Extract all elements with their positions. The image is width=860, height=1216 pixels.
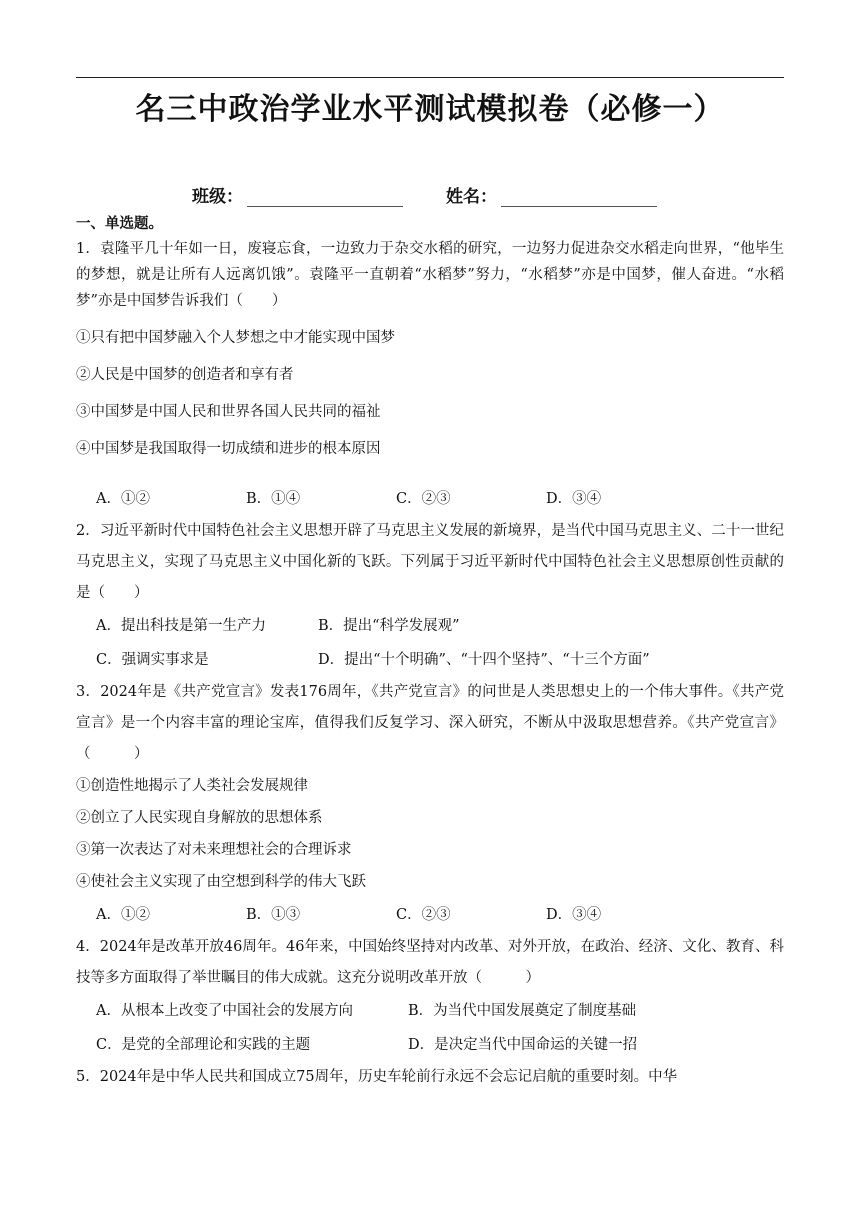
option-b[interactable]: B．①④ bbox=[246, 491, 301, 507]
option-a[interactable]: A．①② bbox=[96, 907, 150, 923]
option-a[interactable]: A．提出科技是第一生产力 bbox=[96, 618, 266, 634]
options bbox=[76, 994, 784, 1062]
question-stem: 2．习近平新时代中国特色社会主义思想开辟了马克思主义发展的新境界，是当代中国马克思主义、二十一世纪马克思主义，实现了马克思主义中国化新的飞跃。下列属于习近平新时代中国特色社会主义思想原创性贡献的是（ ） bbox=[76, 523, 784, 601]
class-field[interactable] bbox=[192, 182, 403, 207]
option-c[interactable]: C．是党的全部理论和实践的主题 bbox=[96, 1037, 311, 1053]
statement: ④中国梦是我国取得一切成绩和进步的根本原因 bbox=[76, 441, 381, 457]
statement: ④使社会主义实现了由空想到科学的伟大飞跃 bbox=[76, 874, 366, 890]
question-stem: 4．2024年是改革开放46周年。46年来，中国始终坚持对内改革、对外开放，在政治、经济、文化、教育、科技等多方面取得了举世瞩目的伟大成就。这充分说明改革开放（ ） bbox=[76, 939, 784, 986]
statement: ②人民是中国梦的创造者和享有者 bbox=[76, 367, 294, 383]
question-4 bbox=[76, 932, 784, 1062]
question-stem: 5．2024年是中华人民共和国成立75周年，历史车轮前行永远不会忘记启航的重要时刻。中华 bbox=[76, 1069, 678, 1085]
options bbox=[76, 482, 784, 516]
name-label: 姓名： bbox=[446, 187, 497, 207]
question-3 bbox=[76, 677, 784, 932]
question-stem: 3．2024年是《共产党宣言》发表176周年，《共产党宣言》的问世是人类思想史上的一个伟大事件。《共产党宣言》是一个内容丰富的理论宝库，值得我们反复学习、深入研究，不断从中汲取思想营养。《共产党宣言》（ ） bbox=[76, 684, 784, 762]
question-stem: 1．袁隆平几十年如一日，废寝忘食，一边致力于杂交水稻的研究，一边努力促进杂交水稻走向世界，“他毕生的梦想，就是让所有人远离饥饿”。袁隆平一直朝着“水稻梦”努力，“水稻梦”亦是中国梦，催人奋进。“水稻梦”亦是中国梦告诉我们（ ） bbox=[76, 241, 784, 309]
statement: ①创造性地揭示了人类社会发展规律 bbox=[76, 778, 308, 794]
options bbox=[76, 609, 784, 677]
section-heading: 一、单选题。 bbox=[76, 216, 163, 232]
option-d[interactable]: D．是决定当代中国命运的关键一招 bbox=[408, 1037, 638, 1053]
class-label: 班级： bbox=[192, 187, 243, 207]
option-b[interactable]: B．为当代中国发展奠定了制度基础 bbox=[408, 1003, 637, 1019]
option-a[interactable]: A．①② bbox=[96, 491, 150, 507]
option-d[interactable]: D．③④ bbox=[546, 491, 602, 507]
option-d[interactable]: D．③④ bbox=[546, 907, 602, 923]
option-c[interactable]: C．②③ bbox=[396, 491, 451, 507]
question-list bbox=[76, 212, 784, 1093]
name-blank[interactable] bbox=[501, 188, 657, 207]
name-field[interactable] bbox=[446, 182, 657, 207]
option-b[interactable]: B．提出“科学发展观” bbox=[318, 618, 460, 634]
statement: ②创立了人民实现自身解放的思想体系 bbox=[76, 810, 323, 826]
header-rule bbox=[76, 77, 784, 78]
class-blank[interactable] bbox=[247, 188, 403, 207]
exam-title: 名三中政治学业水平测试模拟卷（必修一） bbox=[135, 92, 725, 127]
option-c[interactable]: C．强调实事求是 bbox=[96, 652, 209, 668]
option-c[interactable]: C．②③ bbox=[396, 907, 451, 923]
question-2 bbox=[76, 516, 784, 677]
statement: ③第一次表达了对未来理想社会的合理诉求 bbox=[76, 842, 352, 858]
statement: ③中国梦是中国人民和世界各国人民共同的福祉 bbox=[76, 404, 381, 420]
question-1 bbox=[76, 236, 784, 516]
option-b[interactable]: B．①③ bbox=[246, 907, 301, 923]
option-d[interactable]: D．提出“十个明确”、“十四个坚持”、“十三个方面” bbox=[318, 652, 650, 668]
statement: ①只有把中国梦融入个人梦想之中才能实现中国梦 bbox=[76, 330, 395, 346]
options bbox=[76, 898, 784, 932]
option-a[interactable]: A．从根本上改变了中国社会的发展方向 bbox=[96, 1003, 353, 1019]
question-5 bbox=[76, 1062, 784, 1093]
